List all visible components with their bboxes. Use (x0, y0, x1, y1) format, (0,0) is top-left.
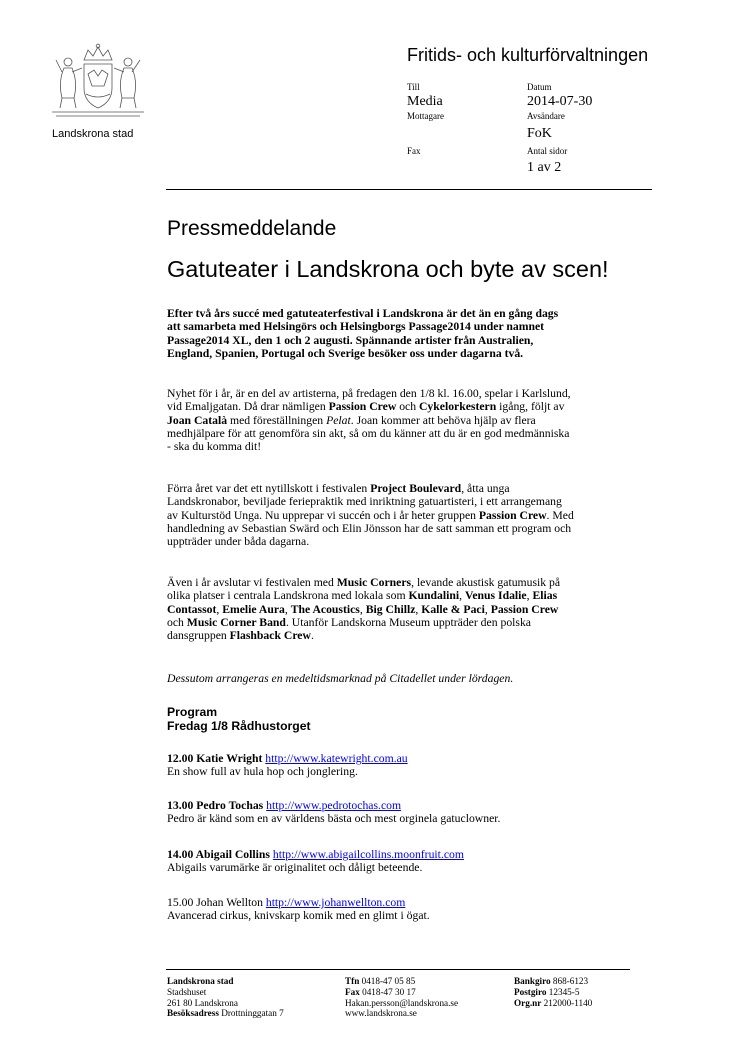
text-line: Förra året var det ett nytillskott i festivalen Project Boulevard, åtta unga (167, 482, 510, 495)
mottagare-label: Mottagare (407, 111, 444, 121)
paragraph-3 (167, 576, 652, 642)
act-time-name: 15.00 Johan Wellton (167, 896, 263, 909)
text-line: Nyhet för i år, är en del av artisterna, på fredagen den 1/8 kl. 16.00, spelar i Karlslund, (167, 387, 571, 400)
avsandare-value: FoK (527, 126, 552, 141)
datum-value: 2014-07-30 (527, 94, 593, 109)
act-description: En show full av hula hop och jonglering. (167, 765, 358, 779)
footer-line: Stadshuset (167, 986, 207, 997)
lead-paragraph (167, 307, 652, 360)
logo-text: Landskrona stad (52, 128, 134, 140)
footer-email: Hakan.persson@landskrona.se (345, 997, 459, 1008)
paragraph-2 (167, 482, 652, 548)
footer-line: Besöksadress Drottninggatan 7 (167, 1008, 284, 1019)
program-act (167, 752, 652, 779)
footer-bank (514, 976, 592, 1008)
header-divider (166, 189, 652, 190)
text-line: olika platser i centrala Landskrona med lokala som Kundalini, Venus Idalie, Elias (167, 589, 558, 603)
footer-line: Postgiro 12345-5 (514, 986, 580, 997)
program-act (167, 848, 652, 875)
footer-org-name: Landskrona stad (167, 976, 234, 986)
text-line: handledning av Sebastian Swärd och Elin Jönsson har de satt samman ett program och (167, 521, 572, 535)
program-act (167, 896, 652, 923)
avsandare-label: Avsändare (527, 111, 565, 121)
footer-line: Bankgiro 868-6123 (514, 976, 589, 986)
footer-line: Org.nr 212000-1140 (514, 997, 593, 1008)
italic-note: Dessutom arrangeras en medeltidsmarknad på Citadellet under lördagen. (167, 672, 514, 685)
text-line: dansgruppen Flashback Crew. (167, 629, 314, 643)
program-heading: Program (167, 705, 218, 719)
act-description: Avancerad cirkus, knivskarp komik med en glimt i ögat. (167, 909, 430, 923)
text-line: och Music Corner Band. Utanför Landskorna Museum uppträder den polska (167, 615, 531, 629)
antal-sidor-value: 1 av 2 (527, 160, 562, 175)
lead-line: Efter två års succé med gatuteaterfestival i Landskrona är det än en gång dags (167, 307, 559, 320)
act-link[interactable]: http://www.pedrotochas.com (266, 799, 402, 812)
text-line: av Kulturstöd Unga. Nu upprepar vi succén och i år heter gruppen Passion Crew. Med (167, 508, 574, 522)
act-link[interactable]: http://www.abigailcollins.moonfruit.com (272, 848, 464, 861)
lead-line: att samarbeta med Helsingörs och Helsingborgs Passage2014 under namnet (167, 320, 545, 334)
datum-label: Datum (527, 82, 552, 92)
fax-label: Fax (407, 146, 421, 156)
document-type-heading: Pressmeddelande (167, 217, 337, 240)
paragraph-1 (167, 387, 652, 453)
lead-line: Passage2014 XL, den 1 och 2 augusti. Spännande artister från Australien, (167, 333, 534, 347)
till-value: Media (407, 94, 443, 109)
act-time-name: 13.00 Pedro Tochas (167, 799, 264, 812)
text-line: Contassot, Emelie Aura, The Acoustics, Big Chillz, Kalle & Paci, Passion Crew (167, 602, 559, 616)
act-description: Pedro är känd som en av världens bästa och mest orginela gatuclowner. (167, 812, 501, 826)
act-time-name: 12.00 Katie Wright (167, 752, 263, 765)
text-line: Även i år avslutar vi festivalen med Music Corners, levande akustisk gatumusik på (167, 576, 561, 589)
text-line: uppträder under båda dagarna. (167, 535, 310, 549)
program-subheading: Fredag 1/8 Rådhustorget (167, 719, 311, 733)
headline: Gatuteater i Landskrona och byte av scen! (167, 256, 609, 282)
act-link[interactable]: http://www.katewright.com.au (265, 752, 408, 765)
act-time-name: 14.00 Abigail Collins (167, 848, 270, 861)
act-description: Abigails varumärke är originalitet och dåligt beteende. (167, 861, 423, 875)
text-line: vid Emaljgatan. Då drar nämligen Passion Crew och Cykelorkestern igång, följt av (167, 400, 565, 414)
program-act (167, 799, 652, 826)
footer-line: Fax 0418-47 30 17 (345, 986, 416, 997)
text-line: Joan Català med föreställningen Pelat. Joan kommer att behöva hjälp av flera (167, 413, 536, 427)
lead-line: England, Spanien, Portugal och Sverige besöker oss under dagarna två. (167, 346, 524, 360)
footer-web: www.landskrona.se (345, 1008, 417, 1019)
act-link[interactable]: http://www.johanwellton.com (265, 896, 406, 909)
antal-sidor-label: Antal sidor (527, 146, 568, 156)
till-label: Till (407, 82, 420, 92)
text-line: - ska du komma dit! (167, 440, 262, 454)
text-line: medhjälpare för att genomföra sin akt, så om du känner att du är en god medmänniska (167, 426, 570, 440)
department-title: Fritids- och kulturförvaltningen (407, 45, 649, 65)
footer-line: 261 80 Landskrona (167, 997, 238, 1008)
footer-line: Tfn 0418-47 05 85 (345, 976, 416, 986)
footer-address (167, 976, 284, 1019)
text-line: Landskronabor, beviljade feriepraktik med inriktning gatuartisteri, i ett arrangemang (167, 495, 562, 509)
footer-divider (166, 969, 630, 970)
footer-contact (345, 976, 458, 1019)
